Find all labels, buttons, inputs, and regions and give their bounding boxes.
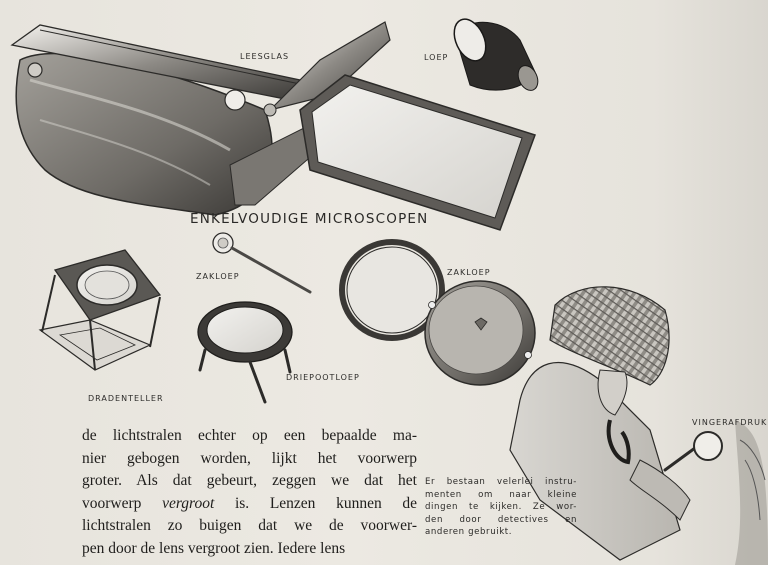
label-vingerafdruk: VINGERAFDRUK — [692, 418, 768, 427]
caption-line: den door detectives en — [425, 514, 577, 525]
label-loep: LOEP — [424, 53, 449, 62]
caption-line: Er bestaan velerlei instru- — [425, 477, 577, 487]
loupe-illustration — [448, 14, 542, 93]
label-zakloep-small: ZAKLOEP — [196, 272, 240, 281]
body-line: lichtstralen zo buigen dat we de voorwer- — [82, 517, 417, 534]
body-text-fragment: is. Lenzen kunnen de — [214, 494, 417, 512]
emphasized-word: vergroot — [162, 494, 215, 512]
illustration-caption — [425, 476, 577, 539]
body-line: pen door de lens vergroot zien. Iedere lens — [82, 539, 346, 557]
caption-line: menten om naar kleine — [425, 489, 577, 500]
pocket-magnifier-case-illustration — [342, 242, 535, 385]
pocket-magnifier-small-illustration — [213, 233, 310, 292]
label-zakloep-case: ZAKLOEP — [447, 268, 491, 277]
body-text-fragment: voorwerp — [82, 494, 163, 512]
body-line: nier gebogen worden, lijkt het voorwerp — [82, 449, 417, 467]
body-line: de lichtstralen echter op een bepaalde ma- — [82, 427, 417, 444]
thread-counter-illustration — [40, 250, 160, 370]
caption-line: dingen te kijken. Ze wor- — [425, 502, 577, 512]
body-paragraph — [82, 425, 417, 560]
body-line — [82, 493, 417, 516]
label-leesglas: LEESGLAS — [240, 52, 290, 61]
body-line: groter. Als dat gebeurt, zeggen we dat het — [82, 472, 417, 489]
section-heading: ENKELVOUDIGE MICROSCOPEN — [190, 211, 429, 227]
caption-line: anderen gebruikt. — [425, 527, 513, 537]
label-dradenteller: DRADENTELLER — [88, 394, 164, 403]
tripod-magnifier-illustration — [198, 302, 292, 402]
label-driepootloep: DRIEPOOTLOEP — [286, 373, 360, 382]
